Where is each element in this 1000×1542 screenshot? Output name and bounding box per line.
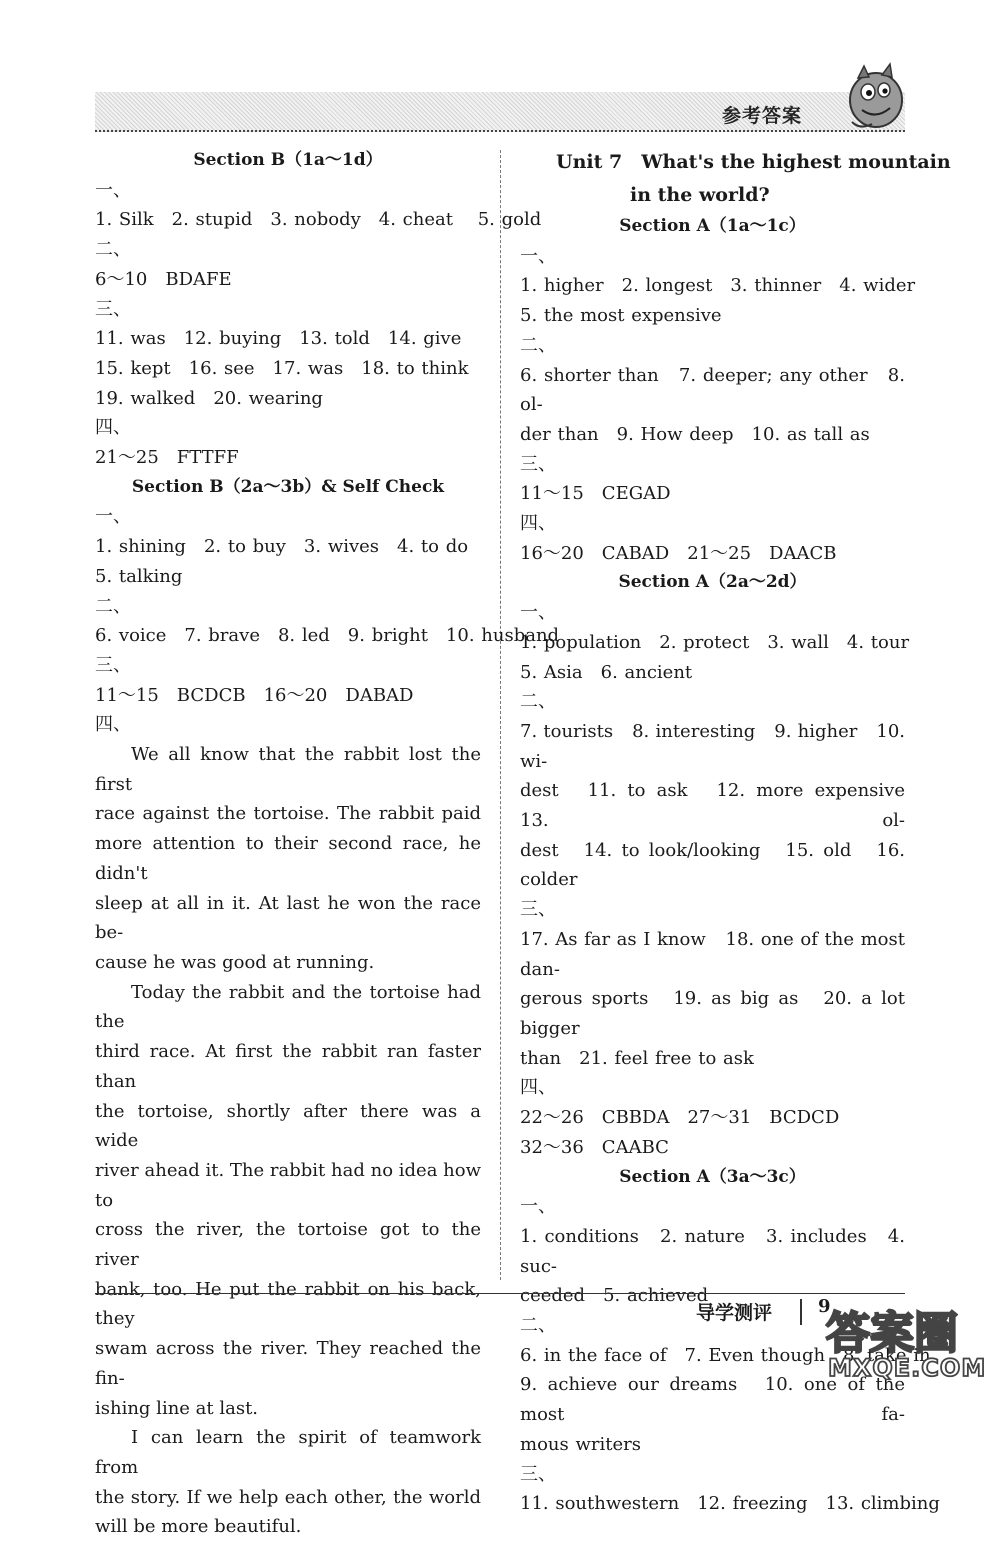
answer-text-line: dest 14. to look/looking 15. old 16. colder bbox=[520, 839, 905, 891]
answer-line: 21～25 FTTFF bbox=[95, 447, 239, 469]
answer-line: 二、 bbox=[520, 334, 556, 356]
watermark-line2: MXQE.COM bbox=[828, 1354, 987, 1380]
answer-line: 一、 bbox=[520, 1196, 556, 1218]
page-number: 9 bbox=[818, 1296, 831, 1317]
answer-line: 6. voice 7. brave 8. led 9. bright 10. husband bbox=[95, 625, 560, 647]
answer-line: 四、 bbox=[95, 417, 131, 439]
answer-text-line: sleep at all in it. At last he won the race be- bbox=[95, 892, 481, 944]
answer-line: 一、 bbox=[520, 602, 556, 624]
watermark-line1: 答案圈 bbox=[826, 1308, 958, 1359]
answer-line: 16～20 CABAD 21～25 DAACB bbox=[520, 542, 837, 564]
answer-line: 三、 bbox=[520, 1463, 556, 1485]
footer-separator bbox=[800, 1299, 802, 1325]
answer-line: than 21. feel free to ask bbox=[520, 1047, 754, 1069]
answer-text-line: 7. tourists 8. interesting 9. higher 10. wi- bbox=[520, 720, 905, 772]
column-divider bbox=[500, 150, 501, 1280]
answer-text-line: 1. conditions 2. nature 3. includes 4. suc- bbox=[520, 1225, 905, 1277]
section-heading: Section B（2a～3b）& Self Check bbox=[131, 476, 445, 497]
answer-text-line: the story. If we help each other, the world bbox=[95, 1486, 481, 1508]
answer-text-line: third race. At first the rabbit ran faster than bbox=[95, 1041, 481, 1092]
unit-title-continued: in the world? bbox=[630, 184, 770, 206]
answer-line: ceeded 5. achieved bbox=[520, 1285, 709, 1307]
section-heading: Section A（3a～3c） bbox=[619, 1166, 806, 1187]
answer-line: 三、 bbox=[520, 899, 556, 921]
answer-line: 6. in the face of 7. Even though 8. take in bbox=[520, 1344, 931, 1366]
answer-text-line: bank, too. He put the rabbit on his back, they bbox=[95, 1278, 481, 1330]
answer-text-line: swam across the river. They reached the fin- bbox=[95, 1338, 481, 1389]
answer-line: 32～36 CAABC bbox=[520, 1136, 669, 1158]
answer-line: 1. higher 2. longest 3. thinner 4. wider bbox=[520, 275, 916, 297]
answer-line: 二、 bbox=[95, 239, 131, 261]
footer-rule bbox=[95, 1293, 905, 1294]
answer-text-line: will be more beautiful. bbox=[95, 1516, 302, 1538]
answer-line: 四、 bbox=[95, 714, 131, 736]
answer-line: 6～10 BDAFE bbox=[95, 268, 232, 290]
answer-text-line: dest 11. to ask 12. more expensive 13. ol- bbox=[520, 780, 923, 832]
answer-line: 一、 bbox=[520, 245, 556, 267]
left-column bbox=[95, 146, 560, 1542]
answer-line: 二、 bbox=[520, 1315, 556, 1337]
answer-line: 三、 bbox=[520, 453, 556, 475]
answer-line: 二、 bbox=[520, 691, 556, 713]
answer-text-line: ishing line at last. bbox=[95, 1397, 259, 1419]
answer-line: 四、 bbox=[520, 513, 556, 535]
answer-text-line: Today the rabbit and the tortoise had the bbox=[95, 981, 481, 1033]
answer-line: 11～15 CEGAD bbox=[520, 483, 671, 505]
answer-text-line: river ahead it. The rabbit had no idea how to bbox=[95, 1159, 481, 1211]
answer-text-line: more attention to their second race, he didn't bbox=[95, 833, 481, 884]
answer-line: 11. southwestern 12. freezing 13. climbing bbox=[520, 1493, 940, 1515]
mascot-dragon-icon bbox=[838, 60, 910, 132]
answer-line: 1. Silk 2. stupid 3. nobody 4. cheat 5. gold bbox=[95, 209, 542, 231]
answer-text-line: 17. As far as I know 18. one of the most dan- bbox=[520, 928, 905, 980]
answer-text-line: cross the river, the tortoise got to the river bbox=[95, 1219, 481, 1271]
answer-text-line: I can learn the spirit of teamwork from bbox=[95, 1427, 481, 1478]
answer-line: 三、 bbox=[95, 298, 131, 320]
answer-line: der than 9. How deep 10. as tall as bbox=[520, 423, 870, 445]
answer-line: 5. Asia 6. ancient bbox=[520, 661, 693, 683]
answer-text-line: race against the tortoise. The rabbit paid bbox=[95, 803, 481, 825]
answer-text-line: the tortoise, shortly after there was a wide bbox=[95, 1100, 481, 1152]
answer-text-line: 9. achieve our dreams 10. one of the most fa- bbox=[520, 1374, 905, 1426]
answer-line: 一、 bbox=[95, 506, 131, 528]
answer-line: 四、 bbox=[520, 1077, 556, 1099]
unit-title: Unit 7 What's the highest mountain bbox=[556, 151, 951, 173]
answer-line: 1. population 2. protect 3. wall 4. tour bbox=[520, 631, 910, 653]
answer-line: 三、 bbox=[95, 654, 131, 676]
footer-book-title: 导学测评 bbox=[696, 1302, 773, 1324]
answer-line: 5. the most expensive bbox=[520, 305, 722, 327]
answer-line: 19. walked 20. wearing bbox=[95, 387, 323, 409]
answer-text-line: 6. shorter than 7. deeper; any other 8. ol- bbox=[520, 364, 905, 416]
header-title: 参考答案 bbox=[722, 105, 803, 127]
answer-line: 二、 bbox=[95, 595, 131, 617]
answer-line: mous writers bbox=[520, 1433, 641, 1455]
answer-line: 1. shining 2. to buy 3. wives 4. to do bbox=[95, 536, 469, 558]
answer-line: 一、 bbox=[95, 179, 131, 201]
answer-line: 5. talking bbox=[95, 565, 183, 587]
answer-text-line: gerous sports 19. as big as 20. a lot bigger bbox=[520, 988, 905, 1039]
answer-text-line: We all know that the rabbit lost the first bbox=[95, 744, 481, 795]
answer-line: 22～26 CBBDA 27～31 BCDCD bbox=[520, 1107, 840, 1129]
answer-line: 11. was 12. buying 13. told 14. give bbox=[95, 328, 462, 350]
section-heading: Section B（1a～1d） bbox=[193, 150, 383, 170]
answer-line: 15. kept 16. see 17. was 18. to think bbox=[95, 357, 469, 379]
answer-line: 11～15 BCDCB 16～20 DABAD bbox=[95, 684, 414, 706]
watermark-logo bbox=[822, 1300, 990, 1380]
answer-text-line: cause he was good at running. bbox=[95, 951, 375, 973]
section-heading: Section A（1a～1c） bbox=[619, 216, 806, 236]
section-heading: Section A（2a～2d） bbox=[618, 572, 807, 593]
